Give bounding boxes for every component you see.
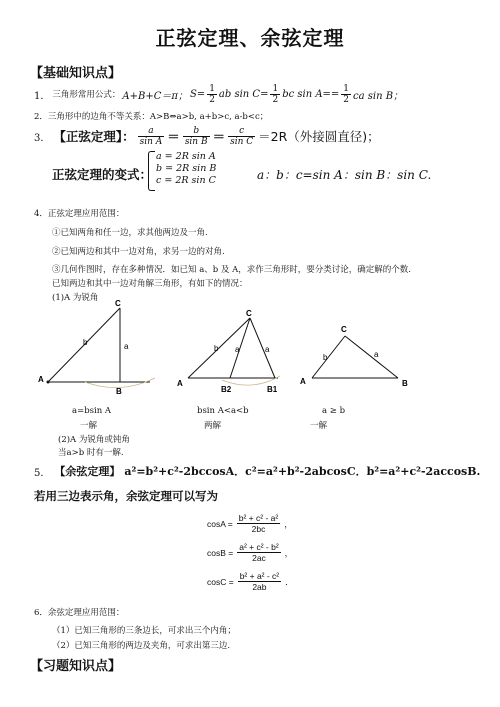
- fraction-c-sinC: $\frac{c}{\text{sin C}}$: [230, 125, 254, 147]
- brace: [148, 151, 155, 191]
- item-1-num: 1．: [34, 90, 51, 102]
- item-1-text: 三角形常用公式：: [52, 90, 121, 100]
- cosB-end: ，: [284, 547, 294, 558]
- item-4-line-2: ②已知两边和其中一边对角，求另一边的对角.: [52, 247, 225, 257]
- cosA-lhs: cosA =: [207, 518, 233, 529]
- figure-two-solutions: [177, 309, 280, 394]
- area-term-2: bc sin A==: [282, 88, 340, 100]
- cosine-law-formula: a²=b²+c²-2bccosA．c²=a²+b²-2abcosC．b²=a²+c²-2accosB.: [124, 465, 481, 478]
- figure-a-ge-b: [300, 325, 408, 388]
- variant-label: 正弦定理的变式：: [52, 167, 153, 182]
- cosC-lhs: cosC =: [207, 576, 234, 587]
- item-6-line-1: （1）已知三角形的三条边长，可求出三个内角；: [52, 626, 236, 636]
- f1-label-A: A: [38, 375, 44, 384]
- item-2: 2．三角形中的边角不等关系：A>B⇔a>b, a+b>c, a-b<c；: [34, 112, 269, 122]
- f1-label-B: B: [116, 387, 122, 396]
- cosA-end: ，: [284, 518, 293, 529]
- f2-label-A: A: [177, 379, 183, 388]
- cos-A: [207, 513, 293, 534]
- f3-label-B: B: [402, 379, 408, 388]
- cosB-lhs: cosB =: [207, 547, 234, 558]
- f2-label-C: C: [246, 309, 252, 318]
- variant-line-b: b = 2R sin B: [156, 163, 217, 174]
- f2-label-B2: B2: [221, 385, 232, 394]
- item-4-line-3: ③几何作图时，存在多种情况．如已知 a、b 及 A，求作三角形时，要分类讨论，确定解的个数.: [52, 265, 411, 275]
- cosine-law-heading: 【余弦定理】: [54, 465, 121, 478]
- f2-label-B1: B1: [267, 385, 278, 394]
- figure-one-solution: [38, 300, 155, 396]
- item-5-cosine-law: [34, 463, 480, 479]
- item-5-num: 5．: [34, 467, 51, 479]
- f1-label-a: a: [124, 342, 129, 351]
- area-term-3: ca sin B；: [353, 90, 404, 102]
- cos-B: [207, 542, 293, 563]
- section-exercise-heading: 【习题知识点】: [30, 659, 122, 674]
- f2-label-a1: a: [235, 345, 240, 354]
- item-3-sine-law: [34, 122, 380, 150]
- item-6-line-2: （2）已知三角形的两边及夹角，可求出第三边.: [52, 641, 231, 651]
- obtuse-case: (2)A 为锐角或钝角: [58, 435, 130, 445]
- item-6-heading: 6．余弦定理应用范围：: [34, 608, 125, 618]
- f2-result: 两解: [204, 421, 222, 431]
- ratio-formula: a：b：c=sin A：sin B：sin C.: [257, 168, 432, 182]
- item-4-heading: 4．正弦定理应用范围：: [34, 209, 125, 219]
- f3-label-A: A: [300, 377, 306, 386]
- item-1: [34, 82, 403, 106]
- f3-label-b: b: [323, 353, 328, 362]
- sine-law-heading: 【正弦定理】：: [53, 129, 135, 144]
- f1-label-C: C: [115, 300, 121, 308]
- f1-caption: a=bsin A: [72, 406, 112, 416]
- cos-C: [207, 571, 294, 592]
- f3-caption: a ≥ b: [322, 406, 346, 416]
- f1-result: 一解: [80, 421, 98, 431]
- cosine-note: 若用三边表示角，余弦定理可以写为: [34, 489, 218, 503]
- f1-label-b: b: [83, 338, 88, 347]
- area-term-1: ab sin C=: [218, 88, 269, 100]
- f3-label-C: C: [341, 325, 347, 334]
- half-fraction-1: $\frac{1}{2}$: [209, 83, 215, 105]
- variant-stack: [156, 151, 216, 187]
- section-basic-heading: 【基础知识点】: [30, 66, 122, 81]
- half-fraction-3: $\frac{1}{2}$: [343, 83, 350, 105]
- item-3-num: 3．: [34, 132, 51, 144]
- triangle-figures: [0, 300, 500, 405]
- sine-law-tail: ＝2R（外接圆直径)；: [258, 129, 380, 144]
- cosB-fraction: $\frac{\text{a² + c² - b²}}{2ac}$: [239, 542, 279, 563]
- f2-caption: bsin A<a<b: [197, 406, 249, 416]
- variant-line-a: a = 2R sin A: [156, 151, 216, 162]
- fraction-a-sinA: $\frac{a}{\text{sin A}}$: [139, 125, 163, 147]
- item-4-line-4: 已知两边和其中一边对角解三角形，有如下的情况：: [52, 279, 248, 289]
- area-s: S=: [189, 88, 206, 100]
- equals-2: ＝: [212, 129, 226, 144]
- item-4-line-1: ①已知两角和任一边，求其他两边及一角.: [52, 228, 208, 238]
- fraction-b-sinB: $\frac{b}{\text{sin B}}$: [184, 125, 208, 147]
- page-title: 正弦定理、余弦定理: [155, 26, 345, 50]
- f2-label-b: b: [214, 344, 219, 353]
- cosC-fraction: $\frac{\text{b² + a² - c²}}{2ab}$: [239, 571, 280, 592]
- f2-label-a2: a: [265, 345, 270, 354]
- f3-result: 一解: [310, 421, 328, 431]
- item-4-line-5: (1)A 为锐角: [52, 293, 99, 303]
- half-fraction-2: $\frac{1}{2}$: [272, 83, 279, 105]
- variant-line-c: c = 2R sin C: [156, 175, 216, 186]
- angle-sum: A+B+C＝π；: [122, 90, 188, 102]
- equals-1: ＝: [167, 129, 180, 144]
- obtuse-case-2: 当a>b 时有一解.: [58, 448, 124, 458]
- f3-label-a: a: [374, 350, 379, 359]
- cosC-end: ．: [285, 576, 294, 587]
- cosA-fraction: $\frac{\text{b² + c² - a²}}{2bc}$: [238, 513, 279, 534]
